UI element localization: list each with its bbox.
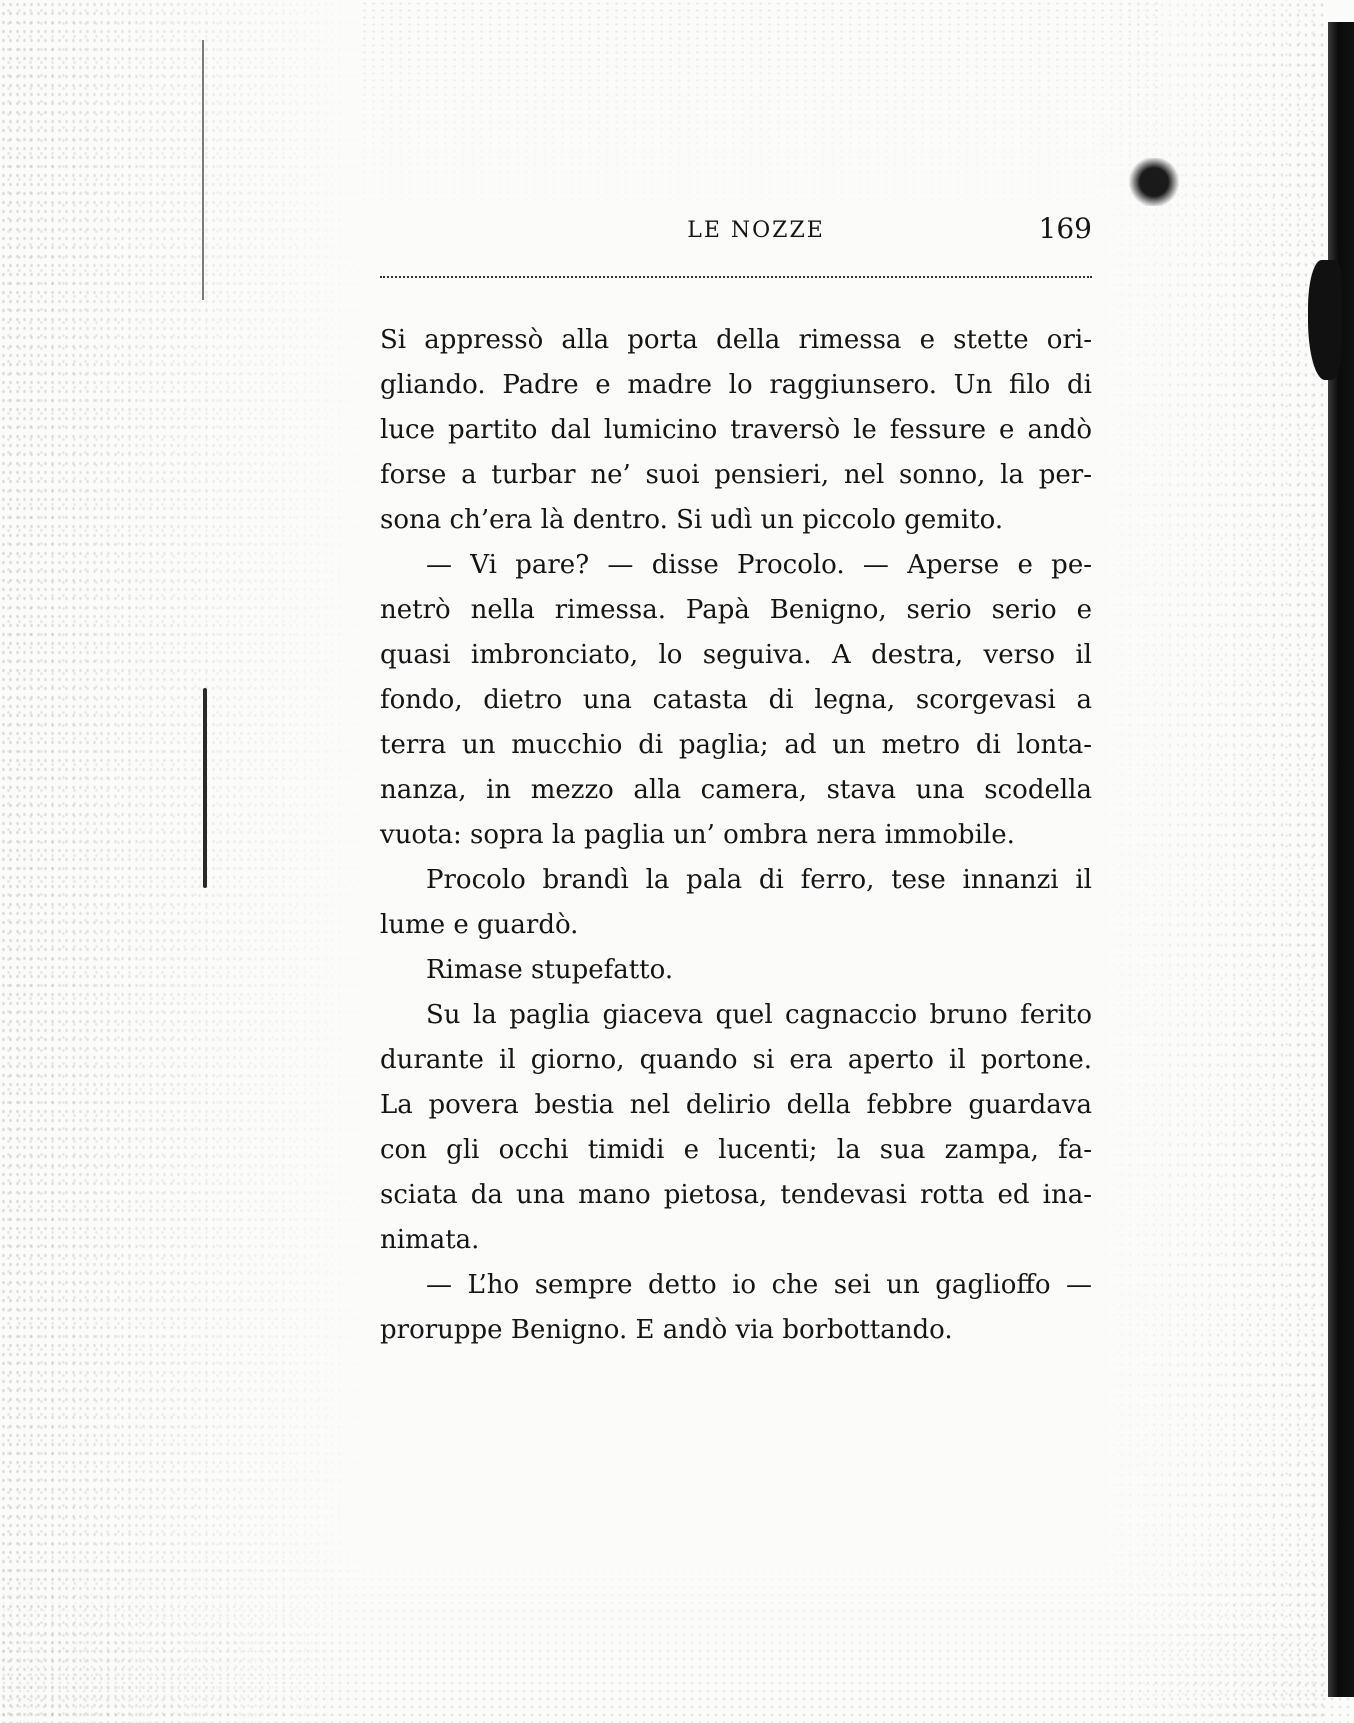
- body-text: [380, 318, 1092, 1353]
- running-title: LE NOZZE: [687, 218, 825, 243]
- header-rule: [380, 276, 1092, 278]
- running-header: [380, 212, 1092, 258]
- page-number: 169: [1038, 212, 1092, 245]
- margin-rule: [202, 40, 204, 300]
- text-line: Si appressò alla porta della rimessa e stette ori-: [380, 325, 1092, 355]
- text-line: vuota: sopra la paglia un’ ombra nera immobile.: [380, 820, 1015, 850]
- text-line: forse a turbar ne’ suoi pensieri, nel sonno, la per-: [380, 460, 1092, 490]
- text-line: sona ch’era là dentro. Si udì un piccolo gemito.: [380, 505, 1004, 535]
- text-line: terra un mucchio di paglia; ad un metro di lonta-: [380, 730, 1092, 760]
- text-line: La povera bestia nel delirio della febbre guardava: [380, 1090, 1092, 1120]
- text-line: luce partito dal lumicino traversò le fessure e andò: [380, 415, 1092, 445]
- ink-smudge: [1128, 158, 1180, 206]
- text-line: nanza, in mezzo alla camera, stava una scodella: [380, 775, 1092, 805]
- text-line: — L’ho sempre detto io che sei un gaglioffo —: [426, 1270, 1092, 1300]
- text-line: nimata.: [380, 1225, 480, 1255]
- scan-noise-right: [1094, 0, 1324, 1723]
- text-line: fondo, dietro una catasta di legna, scorgevasi a: [380, 685, 1092, 715]
- margin-rule-mark: [203, 688, 207, 888]
- text-line: netrò nella rimessa. Papà Benigno, serio serio e: [380, 595, 1092, 625]
- text-line: sciata da una mano pietosa, tendevasi rotta ed ina-: [380, 1180, 1092, 1210]
- binding-edge-blotch: [1308, 260, 1342, 380]
- text-line: quasi imbronciato, lo seguiva. A destra, verso il: [380, 640, 1092, 670]
- scan-noise-left: [0, 0, 360, 1723]
- text-line: Su la paglia giaceva quel cagnaccio bruno ferito: [426, 1000, 1092, 1030]
- text-line: Procolo brandì la pala di ferro, tese innanzi il: [426, 865, 1092, 895]
- text-line: — Vi pare? — disse Procolo. — Aperse e pe-: [426, 550, 1092, 580]
- text-line: con gli occhi timidi e lucenti; la sua zampa, fa-: [380, 1135, 1092, 1165]
- text-line: lume e guardò.: [380, 910, 579, 940]
- text-line: durante il giorno, quando si era aperto il portone.: [380, 1045, 1092, 1075]
- text-line: Rimase stupefatto.: [426, 955, 674, 985]
- scan-noise-top: [360, 0, 1160, 230]
- text-line: gliando. Padre e madre lo raggiunsero. Un filo di: [380, 370, 1092, 400]
- scan-noise-bottom: [0, 1543, 1354, 1723]
- text-line: proruppe Benigno. E andò via borbottando.: [380, 1315, 953, 1345]
